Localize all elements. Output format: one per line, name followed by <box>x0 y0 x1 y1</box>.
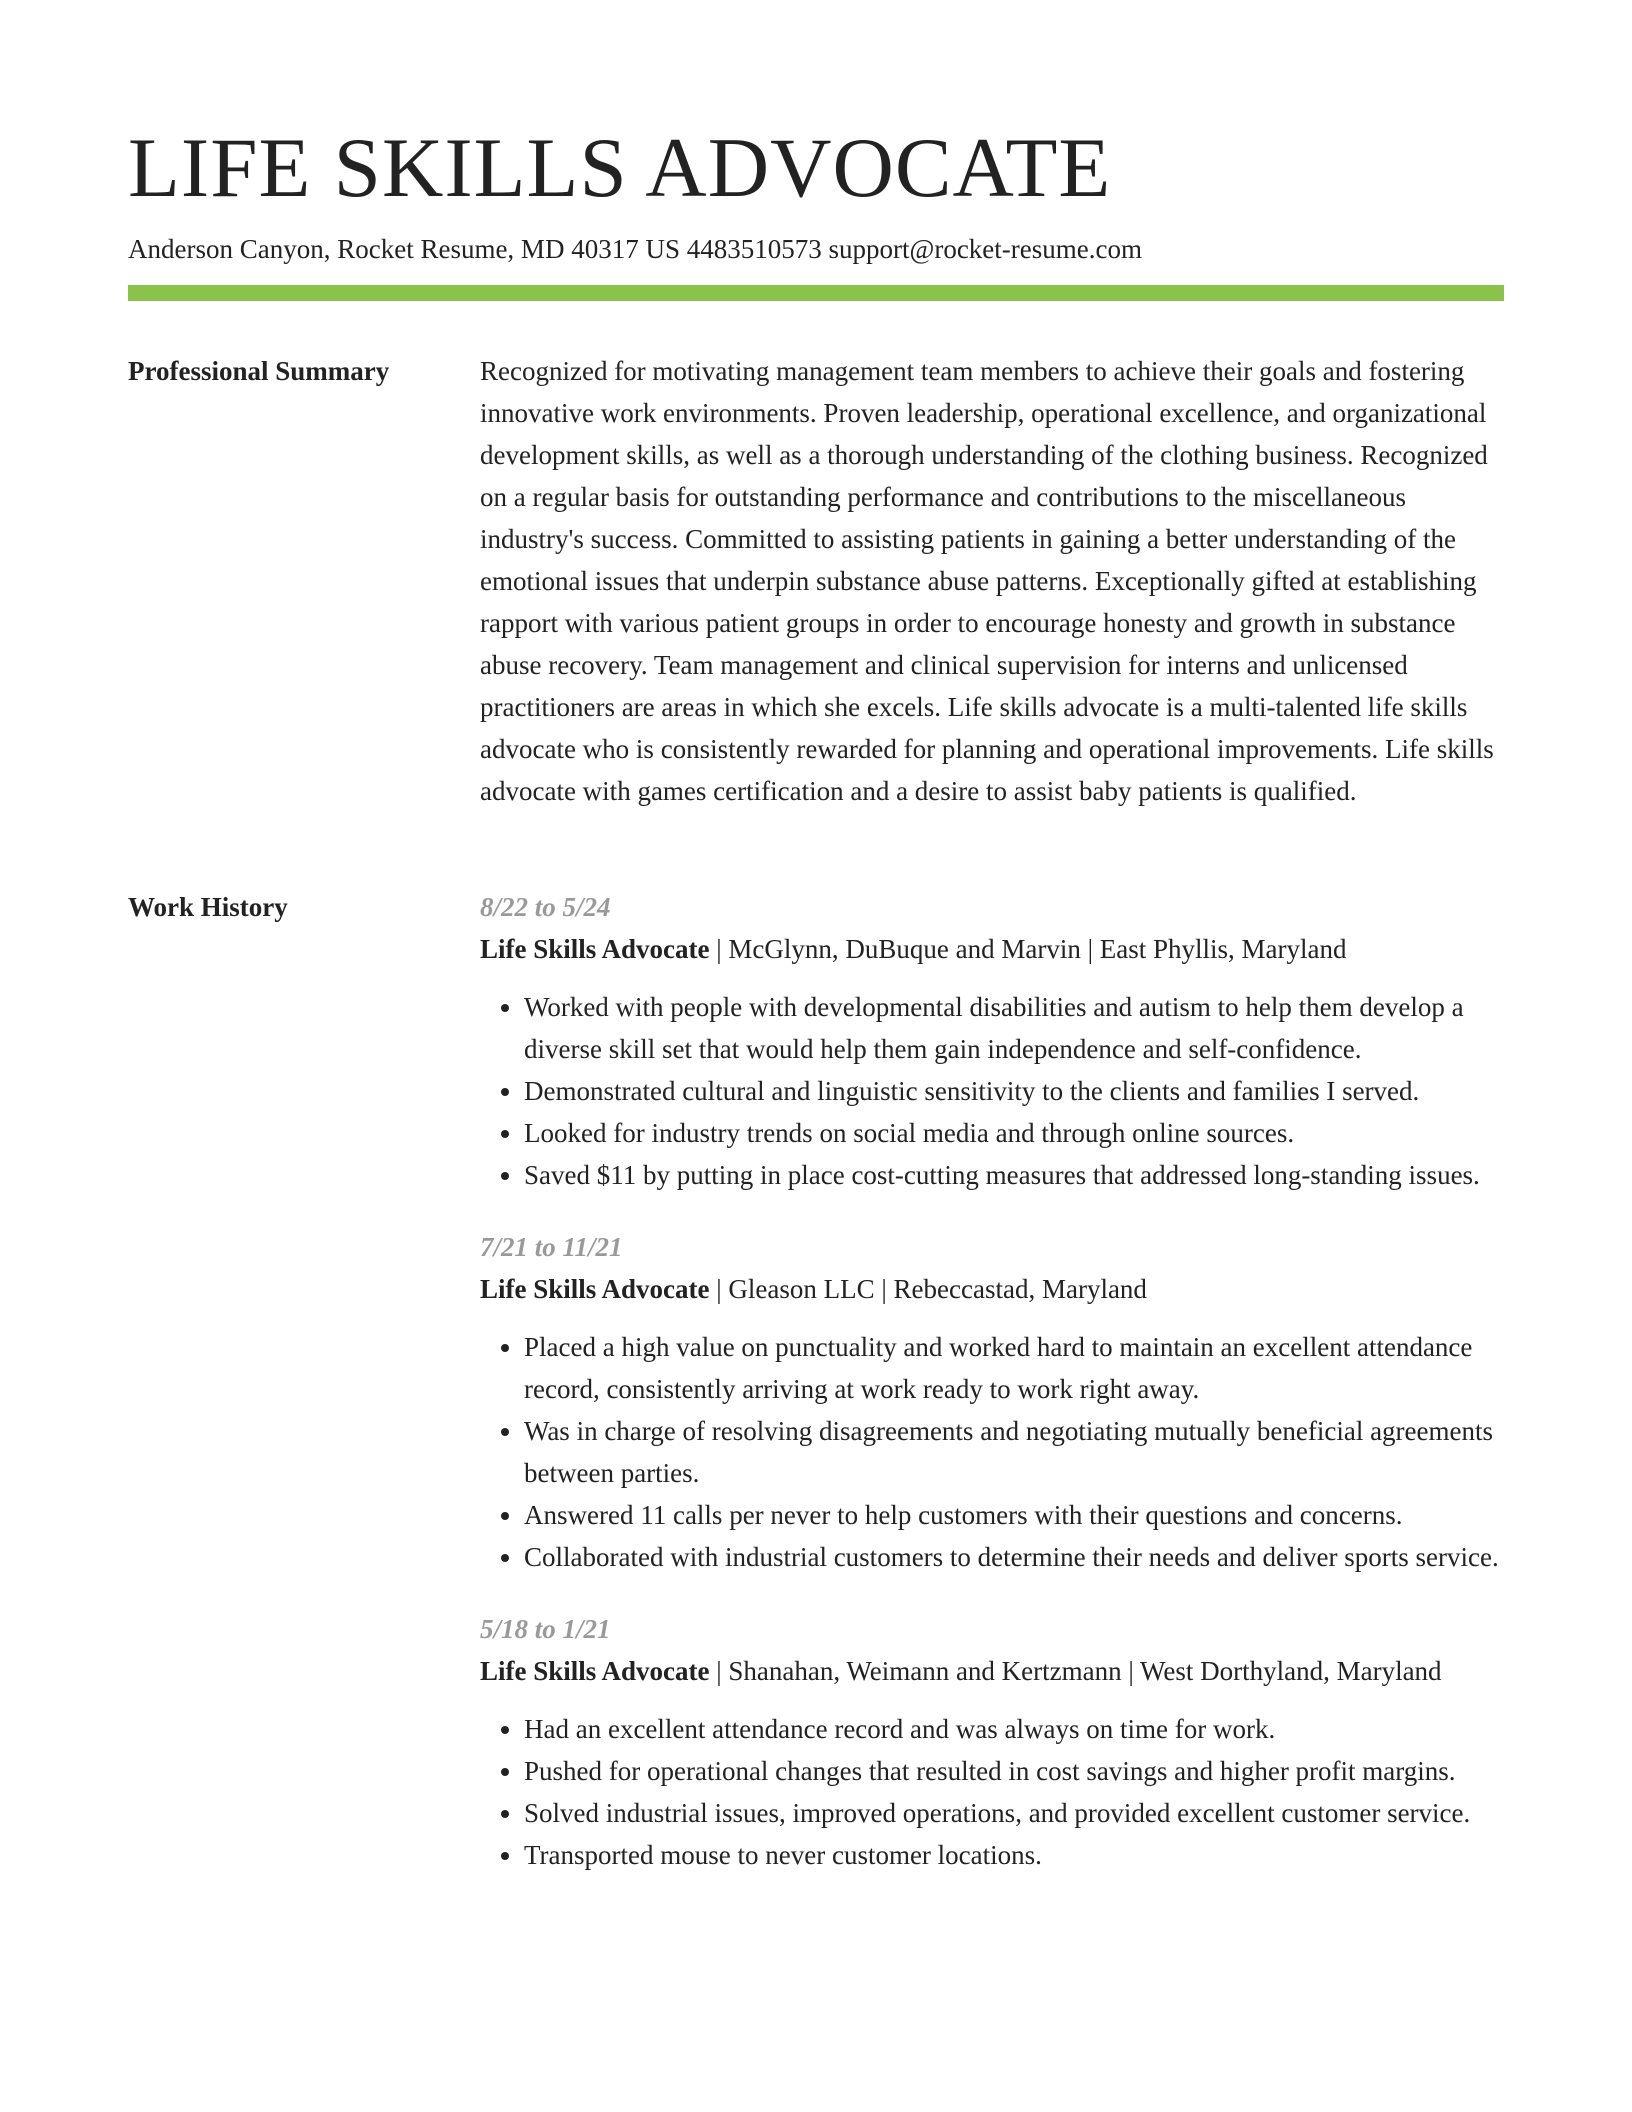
job-bullet: • Worked with people with developmental disabilities and autism to help them develop a diverse skill set that would help them gain independence and self-confidence. <box>524 986 1500 1070</box>
job-bullets <box>480 1708 1500 1876</box>
job-bullet: • Had an excellent attendance record and was always on time for work. <box>524 1708 1500 1750</box>
job-title: Life Skills Advocate <box>480 934 710 964</box>
job-employer-location: | Gleason LLC | Rebeccastad, Maryland <box>709 1274 1147 1304</box>
job-heading <box>480 1268 1500 1310</box>
section-title-work-history: Work History <box>128 892 288 922</box>
section-title-summary: Professional Summary <box>128 356 390 386</box>
contact-line: Anderson Canyon, Rocket Resume, MD 40317 US 4483510573 support@rocket-resume.com <box>128 234 1142 264</box>
job-heading <box>480 928 1500 970</box>
job-employer-location: | Shanahan, Weimann and Kertzmann | West Dorthyland, Maryland <box>709 1656 1442 1686</box>
job-bullet: • Pushed for operational changes that resulted in cost savings and higher profit margins. <box>524 1750 1500 1792</box>
job-bullets <box>480 1326 1500 1578</box>
job-entry <box>480 886 1500 1196</box>
job-bullet: • Solved industrial issues, improved operations, and provided excellent customer service. <box>524 1792 1500 1834</box>
work-history-body <box>480 886 1500 1906</box>
job-bullet: • Answered 11 calls per never to help customers with their questions and concerns. <box>524 1494 1500 1536</box>
job-bullet: • Placed a high value on punctuality and worked hard to maintain an excellent attendance record, consistently arriving at work ready to work right away. <box>524 1326 1500 1410</box>
resume-name: LIFE SKILLS ADVOCATE <box>128 121 1112 215</box>
job-dates: 8/22 to 5/24 <box>480 892 611 922</box>
summary-body <box>480 350 1500 812</box>
job-employer-location: | McGlynn, DuBuque and Marvin | East Phyllis, Maryland <box>709 934 1347 964</box>
job-bullet: • Saved $11 by putting in place cost-cutting measures that addressed long-standing issues. <box>524 1154 1500 1196</box>
job-entry <box>480 1226 1500 1578</box>
job-title: Life Skills Advocate <box>480 1274 710 1304</box>
job-bullet: • Collaborated with industrial customers to determine their needs and deliver sports service. <box>524 1536 1500 1578</box>
job-bullets <box>480 986 1500 1196</box>
job-bullet: • Transported mouse to never customer locations. <box>524 1834 1500 1876</box>
job-dates: 5/18 to 1/21 <box>480 1614 611 1644</box>
job-title: Life Skills Advocate <box>480 1656 710 1686</box>
header-divider <box>128 285 1504 301</box>
job-bullet: • Looked for industry trends on social media and through online sources. <box>524 1112 1500 1154</box>
summary-text: Recognized for motivating management team members to achieve their goals and fostering innovative work environments. Proven leadership, operational excellence, and organizational development skills, as well as a thorough understanding of the clothing business. Recognized on a regular basis for outstanding performance and contributions to the miscellaneous industry's success. Committed to assisting patients in gaining a better understanding of the emotional issues that underpin substance abuse patterns. Exceptionally gifted at establishing rapport with various patient groups in order to encourage honesty and growth in substance abuse recovery. Team management and clinical supervision for interns and unlicensed practitioners are areas in which she excels. Life skills advocate is a multi-talented life skills advocate who is consistently rewarded for planning and operational improvements. Life skills advocate with games certification and a desire to assist baby patients is qualified. <box>480 356 1494 806</box>
job-bullet: • Demonstrated cultural and linguistic sensitivity to the clients and families I served. <box>524 1070 1500 1112</box>
job-bullet: • Was in charge of resolving disagreements and negotiating mutually beneficial agreements between parties. <box>524 1410 1500 1494</box>
job-heading <box>480 1650 1500 1692</box>
job-entry <box>480 1608 1500 1876</box>
job-dates: 7/21 to 11/21 <box>480 1232 623 1262</box>
